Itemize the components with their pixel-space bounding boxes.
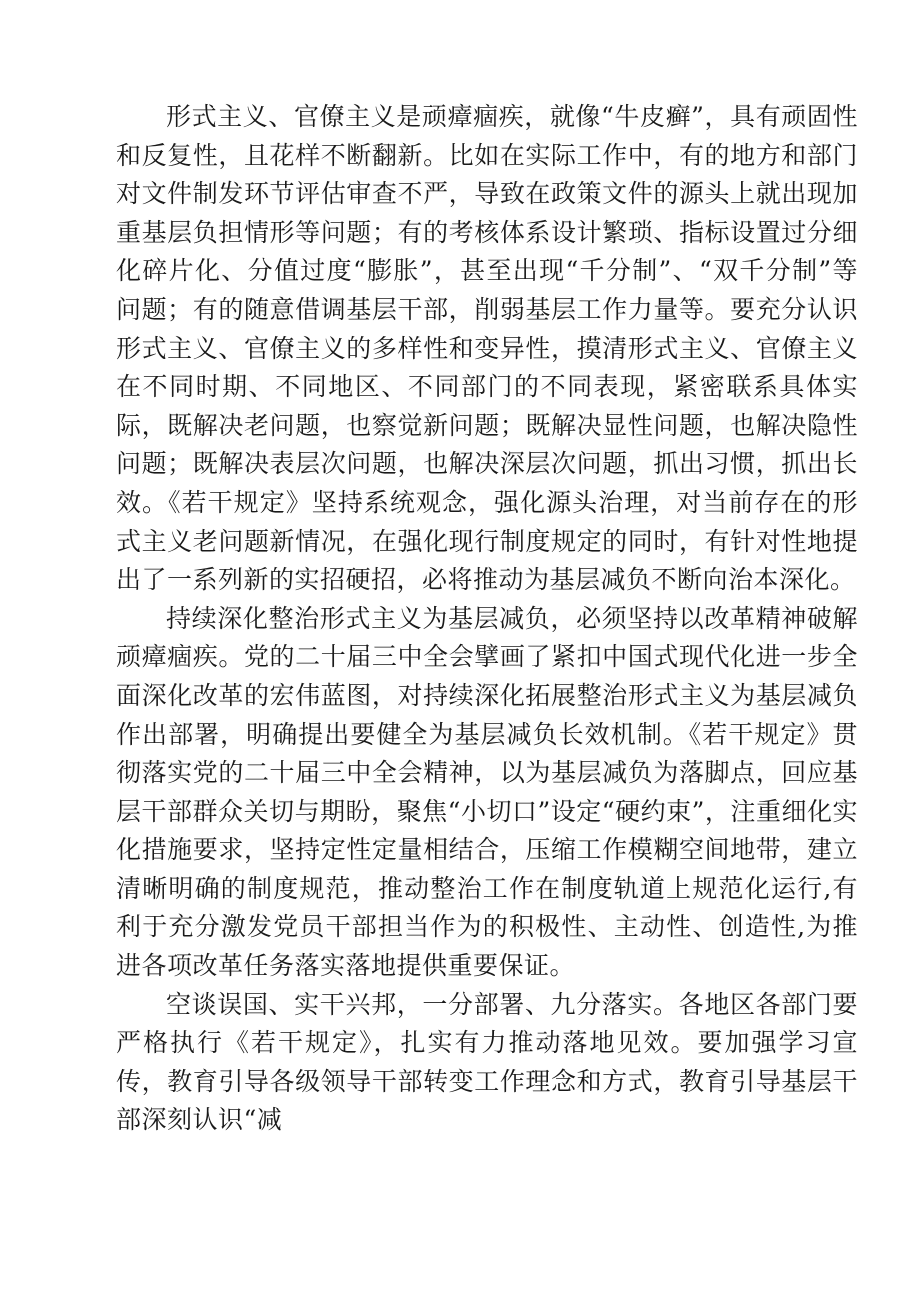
paragraph-formalism-problems: 形式主义、官僚主义是顽瘴痼疾，就像“牛皮癣”，具有顽固性和反复性，且花样不断翻新。比如在实际工作中，有的地方和部门对文件制发环节评估审查不严，导致在政策文件的源头上就出现加重基层负担情形等问题；有的考核体系设计繁琐、指标设置过分细化碎片化、分值过度“膨胀”，甚至出现“千分制”、“双千分制”等问题；有的随意借调基层干部，削弱基层工作力量等。要充分认识形式主义、官僚主义的多样性和变异性，摸清形式主义、官僚主义在不同时期、不同地区、不同部门的不同表现，紧密联系具体实际，既解决老问题，也察觉新问题；既解决显性问题，也解决隐性问题；既解决表层次问题，也解决深层次问题，抓出习惯，抓出长效。《若干规定》坚持系统观念，强化源头治理，对当前存在的形式主义老问题新情况，在强化现行制度规定的同时，有针对性地提出了一系列新的实招硬招，必将推动为基层减负不断向治本深化。: [116, 102, 858, 595]
document-body: [116, 98, 858, 1140]
paragraph-implementation: 空谈误国、实干兴邦，一分部署、九分落实。各地区各部门要严格执行《若干规定》，扎实有力推动落地见效。要加强学习宣传，教育引导各级领导干部转变工作理念和方式，教育引导基层干部深刻认识“减: [116, 989, 858, 1135]
paragraph-reform-spirit: 持续深化整治形式主义为基层减负，必须坚持以改革精神破解顽瘴痼疾。党的二十届三中全会擘画了紧扣中国式现代化进一步全面深化改革的宏伟蓝图，对持续深化拓展整治形式主义为基层减负作出部署，明确提出要健全为基层减负长效机制。《若干规定》贯彻落实党的二十届三中全会精神，以为基层减负为落脚点，回应基层干部群众关切与期盼，聚焦“小切口”设定“硬约束”，注重细化实化措施要求，坚持定性定量相结合，压缩工作模糊空间地带，建立清晰明确的制度规范，推动整治工作在制度轨道上规范化运行,有利于充分激发党员干部担当作为的积极性、主动性、创造性,为推进各项改革任务落实落地提供重要保证。: [116, 603, 858, 981]
